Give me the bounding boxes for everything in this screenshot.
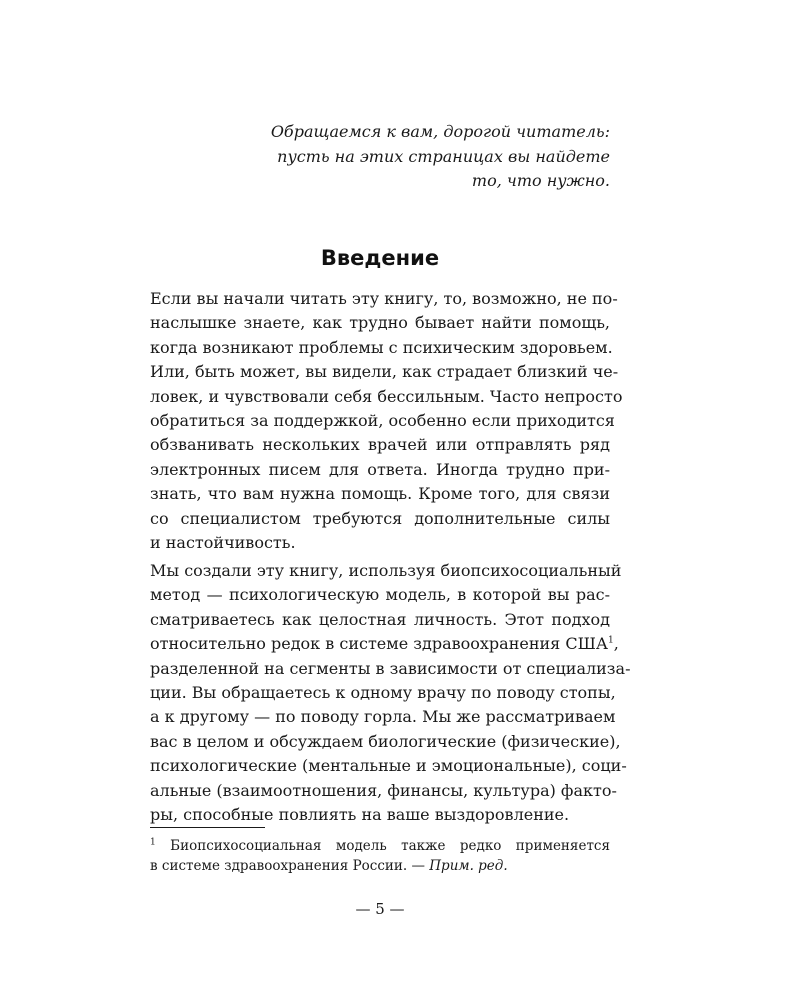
text-fragment: относительно редок в системе здравоохранения США [150,634,608,654]
intro-paragraph-2 [150,559,631,827]
footnote-reference[interactable]: 1 [607,635,614,646]
text-line: а к другому — по поводу горла. Мы же рассматриваем [150,707,616,727]
text-line-with-footnote [150,632,619,656]
text-line: обратиться за поддержкой, особенно если приходится [150,411,615,431]
epigraph-line: то, что нужно. [471,171,610,190]
text-line: сматриваетесь как целостная личность. Этот подход [150,609,610,629]
text-line: электронных писем для ответа. Иногда трудно при- [150,459,610,479]
text-line: наслышке знаете, как трудно бывает найти помощь, [150,313,610,333]
text-line: со специалистом требуются дополнительные силы [150,508,610,528]
text-line: знать, что вам нужна помощь. Кроме того, для связи [150,484,610,504]
footnote [150,836,610,876]
footnote-line [150,856,610,876]
book-page [150,0,631,1000]
footnote-line [150,836,610,856]
text-line: обзванивать нескольких врачей или отправлять ряд [150,435,610,455]
text-line: Мы создали эту книгу, используя биопсихосоциальный [150,561,622,580]
editor-note: Прим. ред. [429,858,508,874]
text-fragment: , [613,634,619,654]
text-line: разделенной на сегменты в зависимости от специализа- [150,658,631,678]
footnote-mark: 1 [150,837,156,848]
text-line: когда возникают проблемы с психическим здоровьем. [150,337,613,357]
footnote-text: Биопсихосоциальная модель также редко применяется [170,838,610,854]
text-line: ры, способные повлиять на ваше выздоровление. [150,805,570,825]
text-line: Если вы начали читать эту книгу, то, возможно, не по- [150,289,618,308]
epigraph-line: Обращаемся к вам, дорогой читатель: [270,122,610,141]
footnote-divider [150,827,265,828]
page-number: — 5 — [355,900,405,918]
chapter-heading: Введение [320,246,440,270]
text-line: и настойчивость. [150,533,296,553]
epigraph-line: пусть на этих страницах вы найдете [277,146,610,166]
text-line: психологические (ментальные и эмоциональные), соци- [150,756,627,776]
text-line: ловек, и чувствовали себя бессильным. Часто непросто [150,386,623,406]
text-line: метод — психологическую модель, в которой вы рас- [150,585,610,605]
intro-paragraph-1 [150,287,623,555]
text-line: ции. Вы обращаетесь к одному врачу по поводу стопы, [150,683,616,703]
text-line: Или, быть может, вы видели, как страдает близкий че- [150,362,619,382]
text-line: вас в целом и обсуждаем биологические (физические), [150,731,621,751]
text-line: альные (взаимоотношения, финансы, культура) факто- [150,780,617,800]
footnote-text: в системе здравоохранения России. — [150,858,430,874]
epigraph [271,120,610,194]
